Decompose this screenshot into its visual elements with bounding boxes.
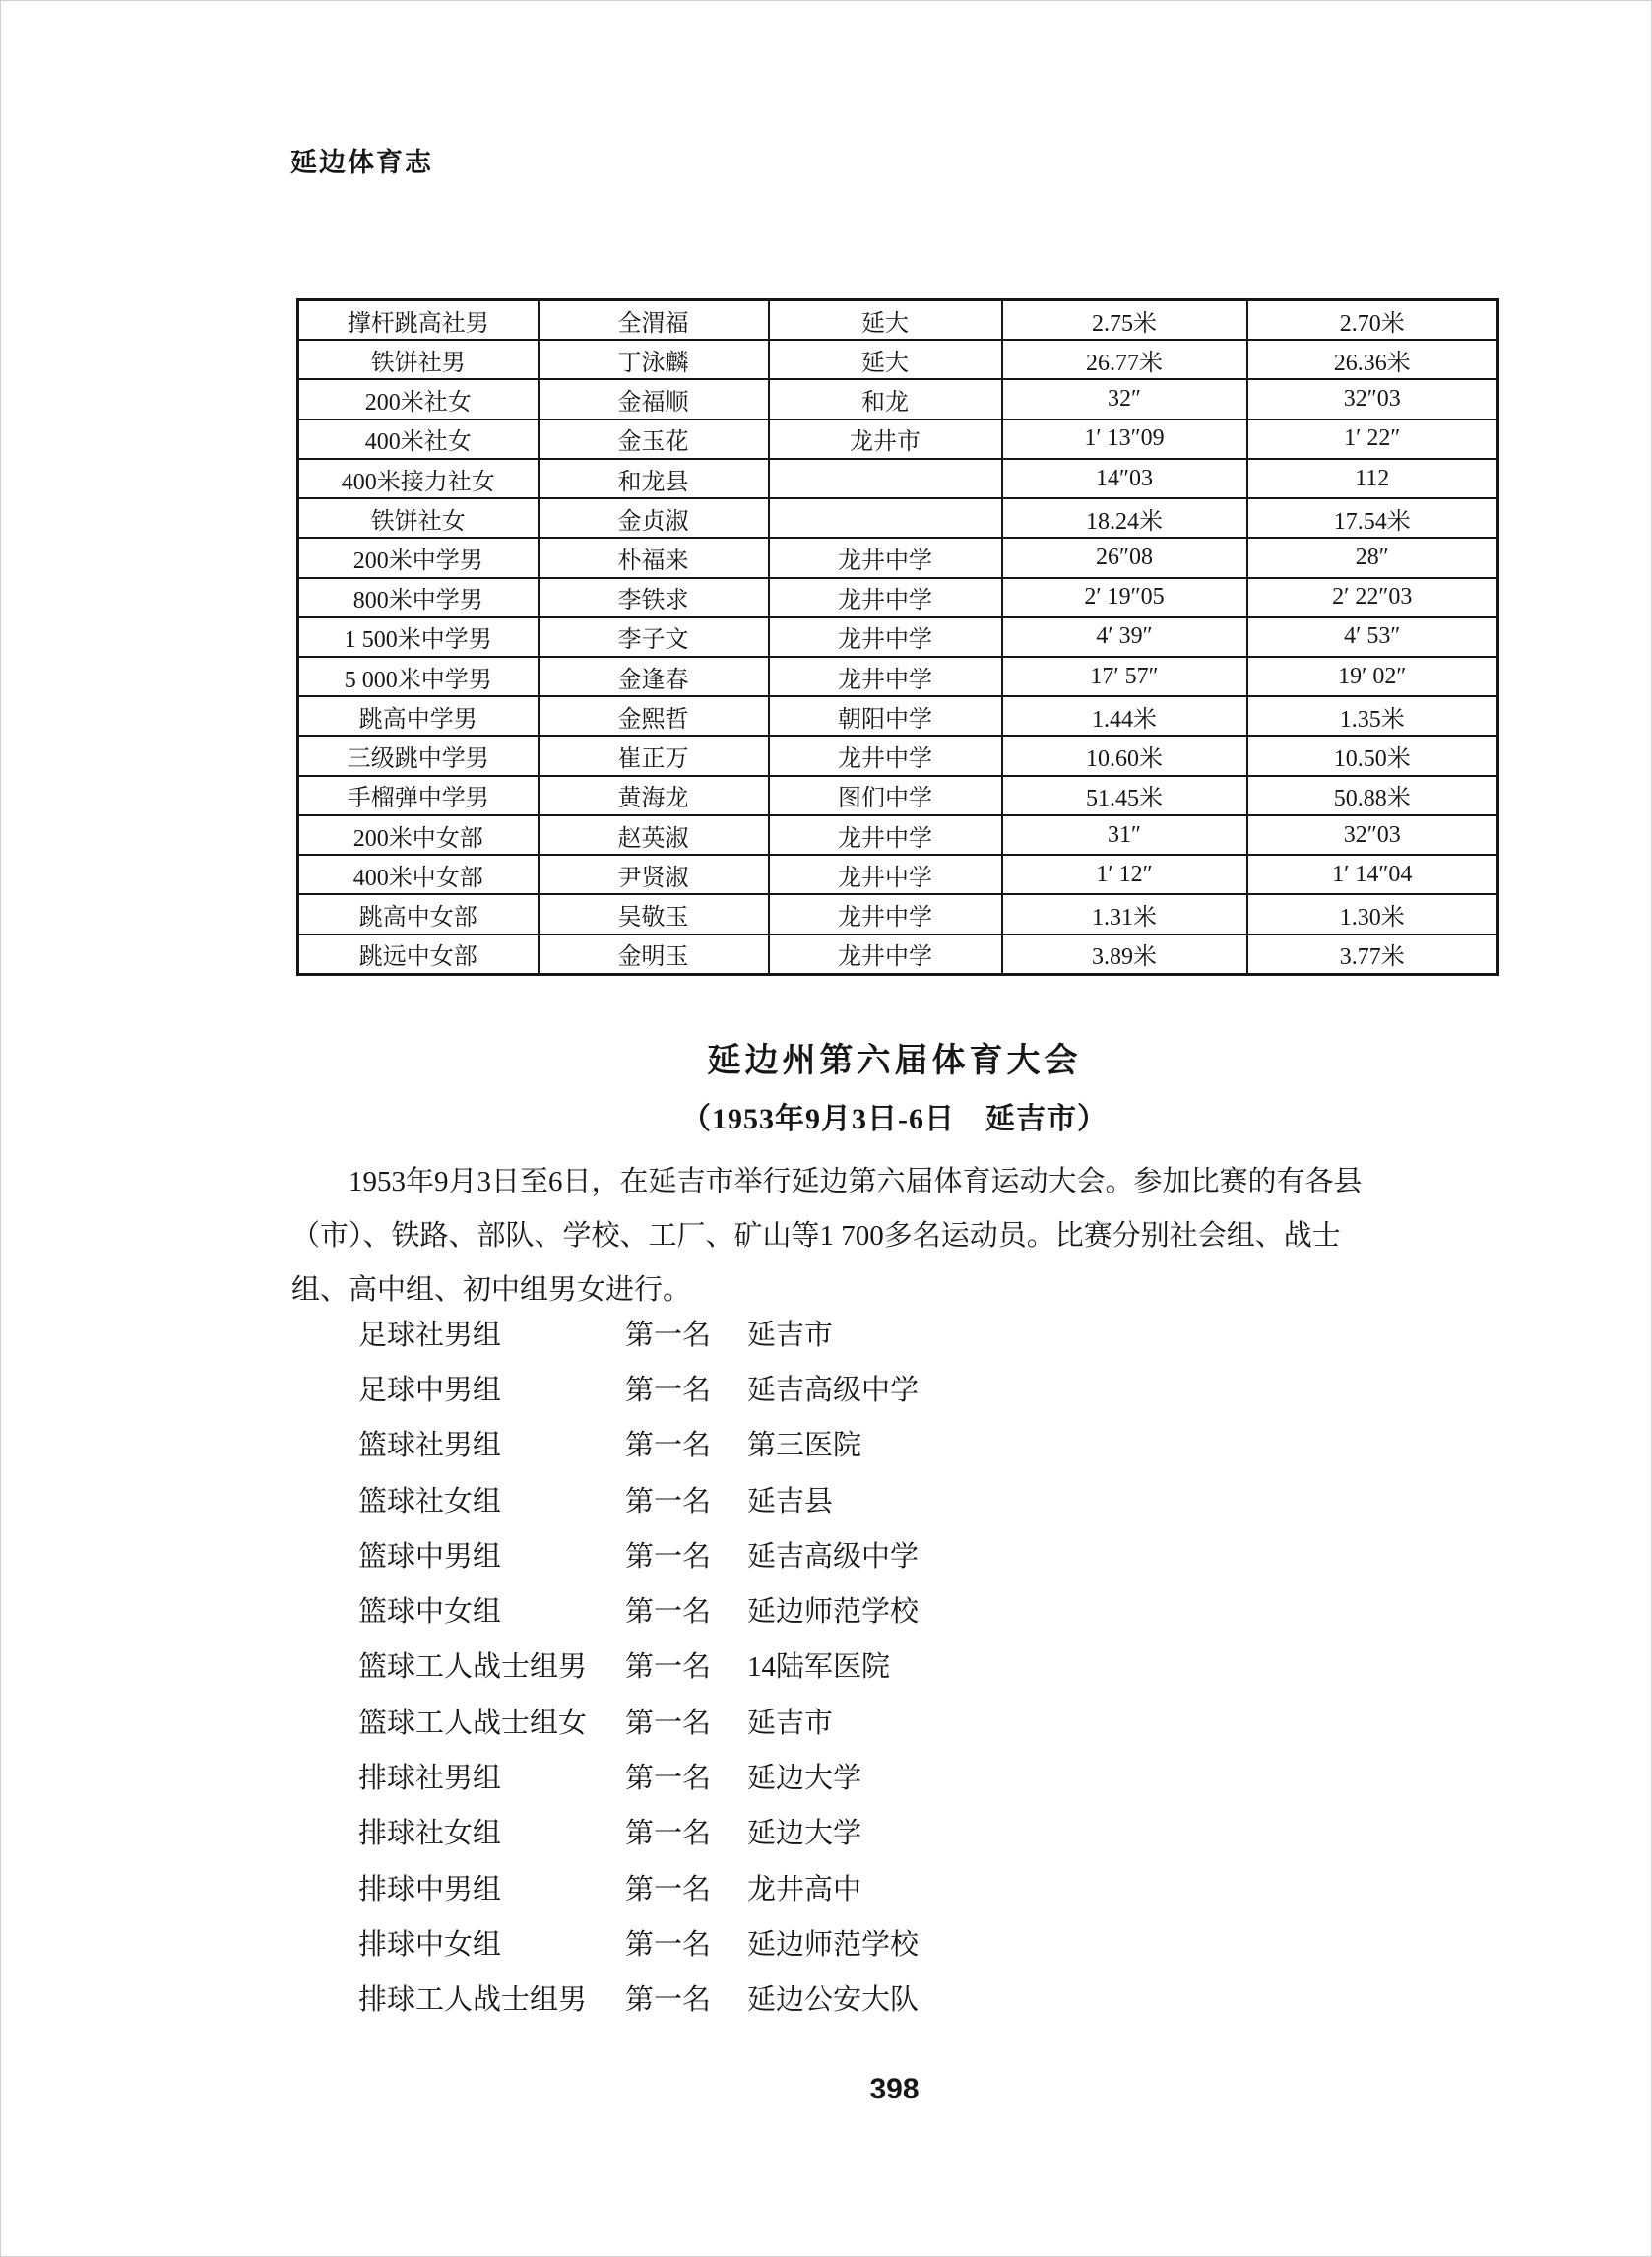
list-item <box>291 1804 1500 1859</box>
cell-event: 三级跳中学男 <box>298 736 539 775</box>
cell-result2: 32″03 <box>1247 379 1498 419</box>
list-item <box>291 1581 1500 1637</box>
cell-name: 黄海龙 <box>539 776 769 815</box>
cell-unit: 龙井市 <box>769 419 1002 459</box>
result-winner: 延吉高级中学 <box>747 1540 920 1573</box>
cell-result2: 32″03 <box>1247 815 1498 855</box>
cell-result2: 10.50米 <box>1247 736 1498 775</box>
cell-unit: 龙井中学 <box>769 736 1002 775</box>
cell-name: 金福顺 <box>539 379 769 419</box>
table-row <box>298 935 1498 975</box>
cell-result2: 1′ 22″ <box>1247 419 1498 459</box>
cell-result2: 1.35米 <box>1247 696 1498 736</box>
result-rank: 第一名 <box>625 1485 712 1517</box>
cell-name: 丁泳麟 <box>539 340 769 379</box>
list-item <box>291 1305 1500 1360</box>
table-row <box>298 498 1498 538</box>
result-group: 篮球社女组 <box>358 1485 502 1517</box>
cell-result1: 10.60米 <box>1002 736 1247 775</box>
result-rank: 第一名 <box>625 1763 712 1795</box>
cell-event: 手榴弹中学男 <box>298 776 539 815</box>
cell-name: 金熙哲 <box>539 696 769 736</box>
table-row <box>298 538 1498 577</box>
cell-event: 撑杆跳高社男 <box>298 300 539 341</box>
result-winner: 延吉市 <box>747 1707 834 1739</box>
result-rank: 第一名 <box>625 1596 712 1629</box>
result-rank: 第一名 <box>625 1928 712 1961</box>
cell-name: 和龙县 <box>539 459 769 498</box>
cell-unit: 龙井中学 <box>769 617 1002 657</box>
cell-result1: 1′ 12″ <box>1002 855 1247 894</box>
cell-result2: 26.36米 <box>1247 340 1498 379</box>
cell-event: 400米中女部 <box>298 855 539 894</box>
cell-name: 吴敬玉 <box>539 894 769 934</box>
table-row <box>298 815 1498 855</box>
cell-result1: 1′ 13″09 <box>1002 419 1247 459</box>
cell-result2: 4′ 53″ <box>1247 617 1498 657</box>
paragraph-line: 组、高中组、初中组男女进行。 <box>291 1274 692 1306</box>
paragraph-line: 1953年9月3日至6日，在延吉市举行延边第六届体育运动大会。参加比赛的有各县 <box>349 1166 1363 1197</box>
cell-unit <box>769 498 1002 538</box>
table-row <box>298 340 1498 379</box>
cell-result2: 112 <box>1247 459 1498 498</box>
table-row <box>298 657 1498 696</box>
cell-result1: 4′ 39″ <box>1002 617 1247 657</box>
result-group: 排球社女组 <box>358 1818 502 1850</box>
list-item <box>291 1748 1500 1803</box>
list-item <box>291 1638 1500 1693</box>
result-winner: 延边大学 <box>747 1763 862 1795</box>
cell-name: 崔正万 <box>539 736 769 775</box>
result-winner: 延边师范学校 <box>747 1928 920 1961</box>
result-rank: 第一名 <box>625 1651 712 1684</box>
cell-unit: 龙井中学 <box>769 578 1002 617</box>
book-title: 延边体育志 <box>290 148 433 177</box>
cell-name: 金明玉 <box>539 935 769 975</box>
cell-name: 全渭福 <box>539 300 769 341</box>
result-rank: 第一名 <box>625 1873 712 1905</box>
cell-event: 铁饼社女 <box>298 498 539 538</box>
cell-result2: 2′ 22″03 <box>1247 578 1498 617</box>
cell-unit: 龙井中学 <box>769 935 1002 975</box>
cell-result1: 2.75米 <box>1002 300 1247 341</box>
cell-unit: 龙井中学 <box>769 657 1002 696</box>
list-item <box>291 1471 1500 1526</box>
list-item <box>291 1970 1500 2026</box>
result-winner: 延边大学 <box>747 1818 862 1850</box>
result-group: 排球工人战士组男 <box>358 1984 588 2017</box>
cell-event: 400米接力社女 <box>298 459 539 498</box>
cell-result1: 26″08 <box>1002 538 1247 577</box>
result-group: 篮球工人战士组男 <box>358 1651 588 1684</box>
result-winner: 延边师范学校 <box>747 1596 920 1629</box>
table-row <box>298 894 1498 934</box>
cell-result1: 17′ 57″ <box>1002 657 1247 696</box>
result-group: 排球中男组 <box>358 1873 502 1905</box>
table-row <box>298 736 1498 775</box>
section-title: 延边州第六届体育大会 <box>707 1043 1082 1079</box>
table-row <box>298 300 1498 341</box>
cell-event: 400米社女 <box>298 419 539 459</box>
cell-unit: 延大 <box>769 300 1002 341</box>
cell-name: 朴福来 <box>539 538 769 577</box>
section-subtitle: （1953年9月3日-6日 延吉市） <box>681 1103 1108 1135</box>
result-winner: 延边公安大队 <box>747 1984 920 2017</box>
result-rank: 第一名 <box>625 1818 712 1850</box>
result-rank: 第一名 <box>625 1707 712 1739</box>
cell-result1: 14″03 <box>1002 459 1247 498</box>
cell-event: 1 500米中学男 <box>298 617 539 657</box>
result-group: 篮球社男组 <box>358 1430 502 1462</box>
cell-name: 金贞淑 <box>539 498 769 538</box>
cell-result1: 1.44米 <box>1002 696 1247 736</box>
list-item <box>291 1416 1500 1471</box>
cell-name: 赵英淑 <box>539 815 769 855</box>
cell-event: 跳高中女部 <box>298 894 539 934</box>
cell-event: 5 000米中学男 <box>298 657 539 696</box>
cell-result2: 1.30米 <box>1247 894 1498 934</box>
list-item <box>291 1859 1500 1914</box>
cell-event: 200米中女部 <box>298 815 539 855</box>
result-group: 足球中男组 <box>358 1374 502 1406</box>
cell-name: 李子文 <box>539 617 769 657</box>
list-item <box>291 1526 1500 1581</box>
list-item <box>291 1914 1500 1969</box>
cell-unit: 图们中学 <box>769 776 1002 815</box>
cell-name: 金玉花 <box>539 419 769 459</box>
cell-result2: 50.88米 <box>1247 776 1498 815</box>
cell-unit: 和龙 <box>769 379 1002 419</box>
cell-result1: 2′ 19″05 <box>1002 578 1247 617</box>
section-paragraph <box>291 1155 1500 1318</box>
table-row <box>298 696 1498 736</box>
result-winner: 延吉县 <box>747 1485 834 1517</box>
cell-unit: 朝阳中学 <box>769 696 1002 736</box>
result-rank: 第一名 <box>625 1319 712 1351</box>
result-rank: 第一名 <box>625 1540 712 1573</box>
cell-event: 铁饼社男 <box>298 340 539 379</box>
cell-result2: 17.54米 <box>1247 498 1498 538</box>
table-row <box>298 776 1498 815</box>
cell-result2: 2.70米 <box>1247 300 1498 341</box>
cell-name: 尹贤淑 <box>539 855 769 894</box>
table-row <box>298 419 1498 459</box>
result-rank: 第一名 <box>625 1374 712 1406</box>
result-winner: 龙井高中 <box>747 1873 862 1905</box>
result-group: 篮球工人战士组女 <box>358 1707 588 1739</box>
table-row <box>298 379 1498 419</box>
result-group: 排球社男组 <box>358 1763 502 1795</box>
cell-event: 跳远中女部 <box>298 935 539 975</box>
cell-result1: 32″ <box>1002 379 1247 419</box>
cell-unit: 龙井中学 <box>769 815 1002 855</box>
table-row <box>298 459 1498 498</box>
cell-result1: 3.89米 <box>1002 935 1247 975</box>
cell-result1: 1.31米 <box>1002 894 1247 934</box>
list-item <box>291 1693 1500 1748</box>
cell-event: 200米社女 <box>298 379 539 419</box>
table-row <box>298 855 1498 894</box>
result-rank: 第一名 <box>625 1984 712 2017</box>
cell-unit: 龙井中学 <box>769 538 1002 577</box>
cell-result2: 1′ 14″04 <box>1247 855 1498 894</box>
cell-event: 跳高中学男 <box>298 696 539 736</box>
paragraph-line: （市）、铁路、部队、学校、工厂、矿山等1 700多名运动员。比赛分别社会组、战士 <box>291 1220 1341 1252</box>
cell-unit: 龙井中学 <box>769 894 1002 934</box>
cell-event: 800米中学男 <box>298 578 539 617</box>
table-row <box>298 578 1498 617</box>
cell-result1: 18.24米 <box>1002 498 1247 538</box>
cell-unit: 龙井中学 <box>769 855 1002 894</box>
result-group: 排球中女组 <box>358 1928 502 1961</box>
result-winner: 第三医院 <box>747 1430 862 1462</box>
records-table <box>296 298 1499 976</box>
page-number: 398 <box>869 2073 920 2105</box>
result-group: 足球社男组 <box>358 1319 502 1351</box>
cell-result2: 19′ 02″ <box>1247 657 1498 696</box>
result-winner: 14陆军医院 <box>747 1651 891 1684</box>
result-winner: 延吉市 <box>747 1319 834 1351</box>
cell-event: 200米中学男 <box>298 538 539 577</box>
cell-result1: 26.77米 <box>1002 340 1247 379</box>
cell-name: 金逢春 <box>539 657 769 696</box>
result-group: 篮球中女组 <box>358 1596 502 1629</box>
cell-name: 李铁求 <box>539 578 769 617</box>
cell-unit: 延大 <box>769 340 1002 379</box>
cell-result2: 28″ <box>1247 538 1498 577</box>
result-rank: 第一名 <box>625 1430 712 1462</box>
cell-result2: 3.77米 <box>1247 935 1498 975</box>
result-winner: 延吉高级中学 <box>747 1374 920 1406</box>
cell-result1: 31″ <box>1002 815 1247 855</box>
table-row <box>298 617 1498 657</box>
results-list <box>291 1305 1500 2026</box>
cell-result1: 51.45米 <box>1002 776 1247 815</box>
list-item <box>291 1360 1500 1415</box>
result-group: 篮球中男组 <box>358 1540 502 1573</box>
cell-unit <box>769 459 1002 498</box>
